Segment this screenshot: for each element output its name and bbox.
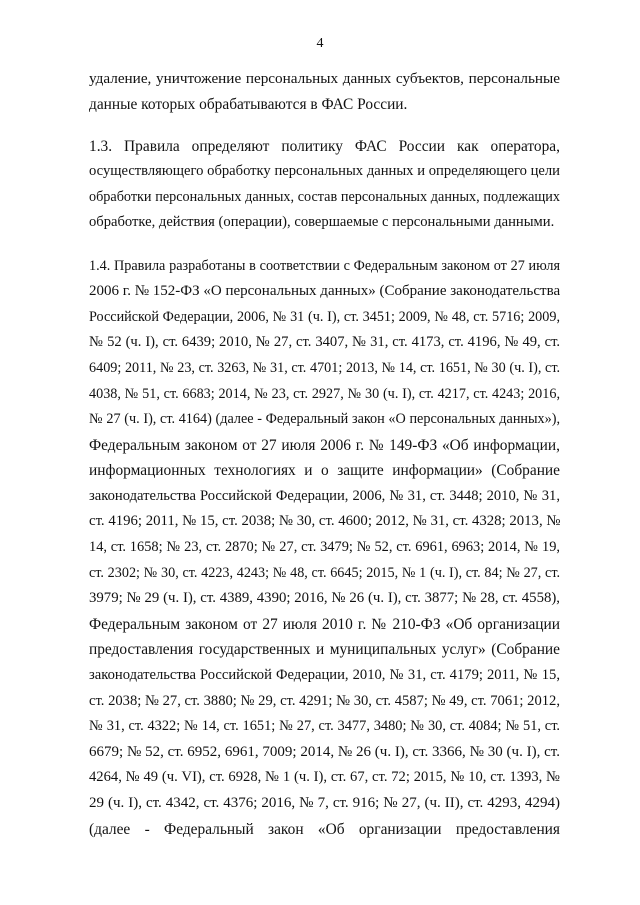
text-line: осуществляющего обработку персональных данных и определяющего цели <box>89 163 560 180</box>
text-line: ст. 2038; № 27, ст. 3880; № 29, ст. 4291; № 30, ст. 4587; № 49, ст. 7061; 2012, <box>89 692 560 709</box>
text-line: ст. 4196; 2011, № 15, ст. 2038; № 30, ст. 4600; 2012, № 31, ст. 4328; 2013, № <box>89 513 561 530</box>
text-line: законодательства Российской Федерации, 2010, № 31, ст. 4179; 2011, № 15, <box>89 667 560 684</box>
text-line: законодательства Российской Федерации, 2006, № 31, ст. 3448; 2010, № 31, <box>89 487 560 504</box>
text-line: 14, ст. 1658; № 23, ст. 2870; № 27, ст. 3479; № 52, ст. 6961, 6963; 2014, № 19, <box>89 539 560 556</box>
text-line: 6679; № 52, ст. 6952, 6961, 7009; 2014, № 26 (ч. I), ст. 3366, № 30 (ч. I), ст. <box>89 743 560 760</box>
text-line: ст. 2302; № 30, ст. 4223, 4243; № 48, ст. 6645; 2015, № 1 (ч. I), ст. 84; № 27, ст. <box>89 564 560 581</box>
text-line: 4038, № 51, ст. 6683; 2014, № 23, ст. 2927, № 30 (ч. I), ст. 4217, ст. 4243; 2016, <box>89 385 560 402</box>
text-line: данные которых обрабатываются в ФАС России. <box>89 95 408 113</box>
text-line: информационных технологиях и о защите информации» (Собрание <box>89 462 560 480</box>
paragraph-1-4 <box>89 254 560 843</box>
document-body <box>89 66 560 842</box>
text-line: Федеральным законом от 27 июля 2010 г. № 210-ФЗ «Об организации <box>89 615 560 633</box>
text-line: 29 (ч. I), ст. 4342, ст. 4376; 2016, № 7, ст. 916; № 27, (ч. II), ст. 4293, 4294) <box>89 795 560 812</box>
text-line: № 31, ст. 4322; № 14, ст. 1651; № 27, ст. 3477, 3480; № 30, ст. 4084; № 51, ст. <box>89 718 560 735</box>
text-line: 2006 г. № 152-ФЗ «О персональных данных» (Собрание законодательства <box>89 283 561 300</box>
paragraph-spacer <box>89 236 560 254</box>
text-line: 1.3. Правила определяют политику ФАС России как оператора, <box>89 137 560 155</box>
text-line: 1.4. Правила разработаны в соответствии с Федеральным законом от 27 июля <box>89 257 560 274</box>
text-line: № 27 (ч. I), ст. 4164) (далее - Федеральный закон «О персональных данных»), <box>89 411 560 428</box>
paragraph-1-3 <box>89 134 560 236</box>
page-number: 4 <box>316 36 324 51</box>
paragraph-continuation <box>89 66 560 117</box>
text-line: 6409; 2011, № 23, ст. 3263, № 31, ст. 4701; 2013, № 14, ст. 1651, № 30 (ч. I), ст. <box>89 359 560 376</box>
text-line: Федеральным законом от 27 июля 2006 г. № 149-ФЗ «Об информации, <box>89 436 560 454</box>
text-line: предоставления государственных и муниципальных услуг» (Собрание <box>89 641 560 659</box>
text-line: № 52 (ч. I), ст. 6439; 2010, № 27, ст. 3407, № 31, ст. 4173, ст. 4196, № 49, ст. <box>89 334 560 351</box>
paragraph-spacer <box>89 117 560 133</box>
text-line: удаление, уничтожение персональных данных субъектов, персональные <box>89 70 560 87</box>
text-line: 4264, № 49 (ч. VI), ст. 6928, № 1 (ч. I), ст. 67, ст. 72; 2015, № 10, ст. 1393, № <box>89 769 560 786</box>
text-line: 3979; № 29 (ч. I), ст. 4389, 4390; 2016, № 26 (ч. I), ст. 3877; № 28, ст. 4558), <box>89 590 560 607</box>
text-line: (далее - Федеральный закон «Об организации предоставления <box>89 820 560 838</box>
text-line: Российской Федерации, 2006, № 31 (ч. I), ст. 3451; 2009, № 48, ст. 5716; 2009, <box>89 308 560 325</box>
text-line: обработке, действия (операции), совершаемые с персональными данными. <box>89 214 555 231</box>
text-line: обработки персональных данных, состав персональных данных, подлежащих <box>89 188 560 205</box>
